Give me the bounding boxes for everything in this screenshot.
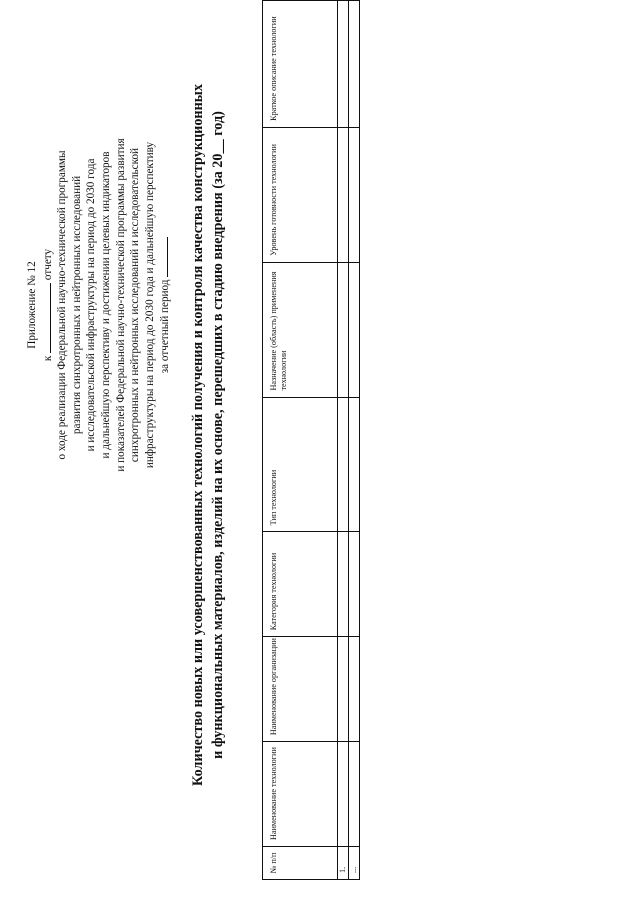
appendix-line-5: и показателей Федеральной научно-технической программы развития: [114, 138, 127, 472]
table-cell: [338, 1, 349, 128]
appendix-line-4: и дальнейшую перспективу и достижении целевых индикаторов: [99, 151, 112, 459]
report-table: [262, 0, 360, 880]
header-organization-name: Наименование организации: [263, 637, 338, 742]
appendix-line-1: о ходе реализации Федеральной научно-технической программы: [56, 150, 69, 460]
table-cell: [349, 397, 360, 532]
reporting-period-label: за отчетный период: [159, 279, 172, 374]
appendix-line-7: инфраструктуры на период до 2030 года и дальнейшую перспективу: [143, 141, 156, 469]
table-cell: [349, 127, 360, 262]
table-cell: [338, 262, 349, 397]
header-technology-name: Наименование технологии: [263, 742, 338, 847]
report-word: отчету: [41, 248, 54, 281]
table-cell: [338, 637, 349, 742]
title-line-1: Количество новых или усовершенствованных технологий получения и контроля качества конструкционных: [190, 84, 206, 786]
appendix-line-2: развития синхротронных и нейтронных исследований: [70, 175, 83, 435]
header-technology-readiness: Уровень готовности технологии: [263, 127, 338, 262]
blank-line: [157, 237, 168, 277]
header-technology-category: Категория технологии: [263, 532, 338, 637]
table-cell: [338, 532, 349, 637]
table-row: [349, 1, 360, 880]
report-reference-line: [40, 75, 56, 535]
table-header-row: [263, 1, 338, 880]
table-cell: [349, 532, 360, 637]
header-number: № п/п: [263, 847, 338, 880]
appendix-number: Приложение № 12: [26, 261, 38, 349]
table-cell: [349, 262, 360, 397]
reporting-period-line: [157, 75, 173, 535]
appendix-line-3: и исследовательской инфраструктуры на период до 2030 года: [85, 158, 98, 452]
table-cell: 1.: [338, 847, 349, 880]
table-row: [338, 1, 349, 880]
header-technology-application: Назначение (область) применения технологии: [263, 262, 338, 397]
table-cell: [349, 637, 360, 742]
table-cell: [349, 742, 360, 847]
header-technology-description: Краткое описание технологии: [263, 1, 338, 128]
header-technology-type: Тип технологии: [263, 397, 338, 532]
document-title: [188, 5, 228, 865]
table-cell: ...: [349, 847, 360, 880]
table-cell: [349, 1, 360, 128]
title-line-2: и функциональных материалов, изделий на их основе, перешедших в стадию внедрения (за 20__ год): [210, 111, 226, 759]
appendix-line-6: синхротронных и нейтронных исследований и исследовательской: [129, 147, 142, 463]
appendix-header: [25, 75, 173, 535]
table-cell: [338, 127, 349, 262]
report-to-prefix: к: [41, 355, 54, 362]
blank-line: [40, 283, 51, 353]
table-cell: [338, 742, 349, 847]
table-cell: [338, 397, 349, 532]
